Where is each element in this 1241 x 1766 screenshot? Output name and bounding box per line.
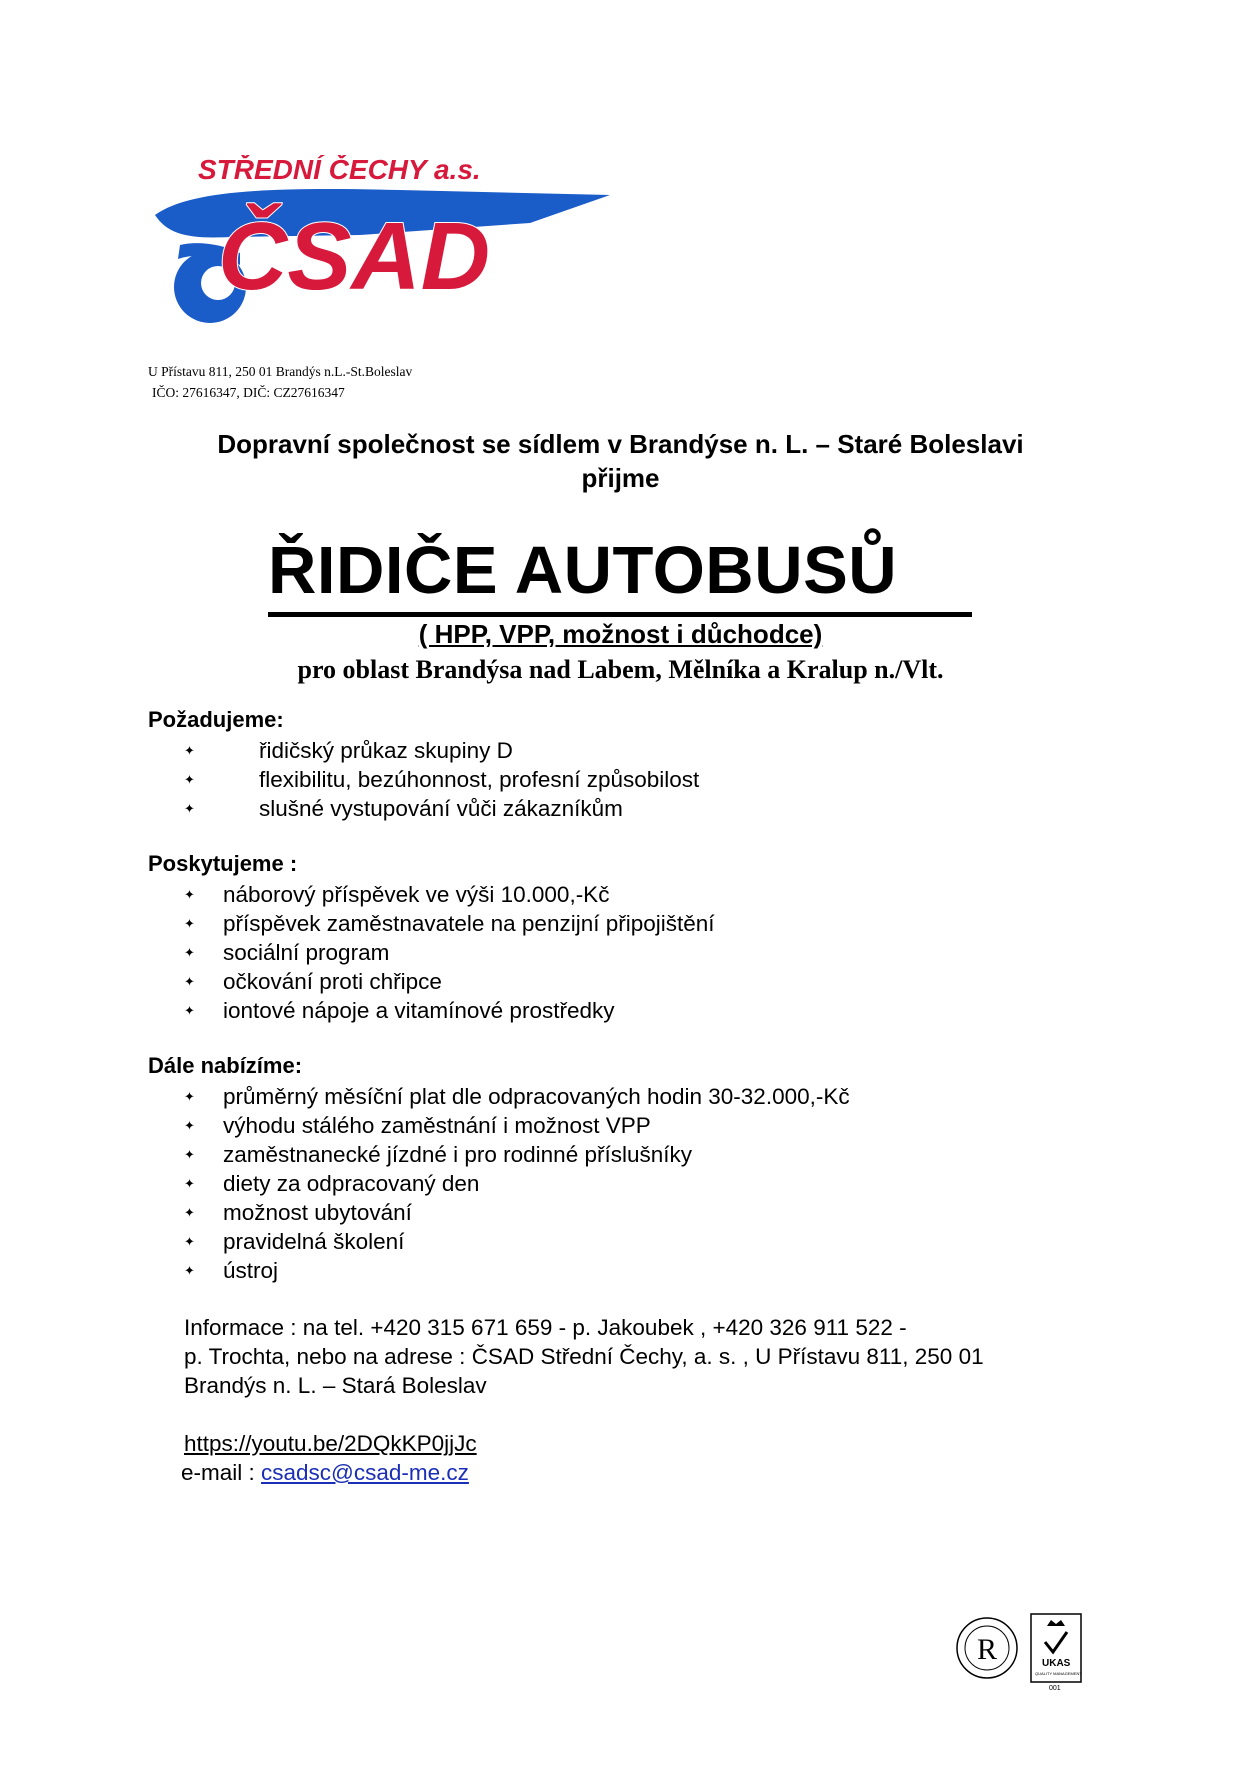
email-link[interactable]: csadsc@csad-me.cz (261, 1460, 469, 1485)
company-address: U Přístavu 811, 250 01 Brandýs n.L.-St.Boleslav (148, 364, 413, 379)
bullet-icon: ✦ (184, 887, 195, 902)
quality-register-badge (957, 1618, 1017, 1678)
bullet-icon: ✦ (184, 1118, 195, 1133)
logo-main-text: ČSAD (218, 203, 491, 310)
bullet-icon: ✦ (184, 1147, 195, 1162)
bullet-icon: ✦ (184, 974, 195, 989)
badge-r-letter: R (977, 1633, 998, 1666)
bullet-icon: ✦ (184, 1089, 195, 1104)
bullet-icon: ✦ (184, 945, 195, 960)
email-row (181, 1458, 469, 1487)
youtube-link[interactable]: https://youtu.be/2DQkKP0jjJc (184, 1431, 477, 1456)
company-ids: IČO: 27616347, DIČ: CZ27616347 (152, 385, 345, 400)
contact-line-1: Informace : na tel. +420 315 671 659 - p. Jakoubek , +420 326 911 522 - (184, 1315, 907, 1340)
badge-ukas-text: UKAS (1042, 1658, 1071, 1669)
employment-types: ( HPP, VPP, možnost i důchodce) (418, 619, 823, 649)
csad-logo (150, 155, 620, 330)
job-title-underline (268, 612, 972, 617)
intro-line: Dopravní společnost se sídlem v Brandýse n. L. – Staré Boleslavi (217, 429, 1024, 459)
badge-ukas-number: 001 (1049, 1685, 1061, 1692)
certification-badges (955, 1612, 1085, 1692)
region-line: pro oblast Brandýsa nad Labem, Mělníka a Kralup n./Vlt. (297, 655, 944, 684)
bullet-icon: ✦ (184, 916, 195, 931)
offers-title: Dále nabízíme: (148, 1053, 303, 1078)
intro-hires: přijme (581, 463, 660, 493)
contact-line-2: p. Trochta, nebo na adrese : ČSAD Střední Čechy, a. s. , U Přístavu 811, 250 01 (184, 1344, 984, 1369)
bullet-icon: ✦ (184, 1205, 195, 1220)
bullet-icon: ✦ (184, 801, 195, 816)
ukas-badge (1031, 1614, 1082, 1692)
provides-title: Poskytujeme : (148, 851, 298, 876)
contact-line-3: Brandýs n. L. – Stará Boleslav (184, 1373, 487, 1398)
bullet-icon: ✦ (184, 743, 195, 758)
badge-ukas-sub: QUALITY MANAGEMENT (1035, 1671, 1082, 1676)
bullet-icon: ✦ (184, 1263, 195, 1278)
bullet-icon: ✦ (184, 1003, 195, 1018)
logo-top-text: STŘEDNÍ ČECHY a.s. (198, 155, 481, 185)
email-label: e-mail : (181, 1460, 255, 1485)
job-title: ŘIDIČE AUTOBUSŮ (268, 533, 898, 608)
bullet-icon: ✦ (184, 1234, 195, 1249)
bullet-icon: ✦ (184, 1176, 195, 1191)
bullet-icon: ✦ (184, 772, 195, 787)
requirements-title: Požadujeme: (148, 707, 284, 732)
